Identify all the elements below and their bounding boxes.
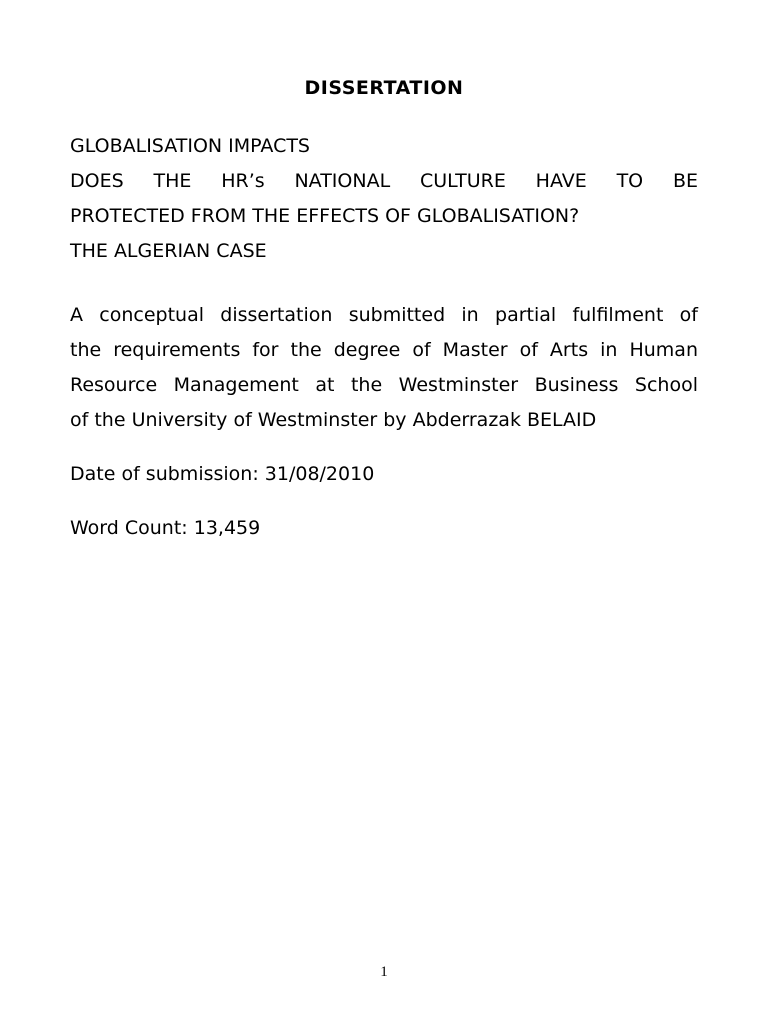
- title-line: DOES THE HR’s NATIONAL CULTURE HAVE TO BE: [70, 170, 698, 192]
- abstract-paragraph: [70, 298, 698, 438]
- abstract-line: A conceptual dissertation submitted in partial fulfilment of: [70, 304, 698, 326]
- title-line: PROTECTED FROM THE EFFECTS OF GLOBALISATION?: [70, 205, 580, 227]
- title-block: [70, 129, 698, 269]
- abstract-line: the requirements for the degree of Master of Arts in Human: [70, 339, 698, 361]
- page-number: 1: [380, 964, 388, 980]
- word-count: Word Count: 13,459: [70, 517, 261, 539]
- title-line: GLOBALISATION IMPACTS: [70, 135, 310, 157]
- title-line: THE ALGERIAN CASE: [70, 240, 267, 262]
- document-heading: DISSERTATION: [304, 77, 464, 99]
- abstract-line: Resource Management at the Westminster Business School: [70, 374, 698, 396]
- submission-date: Date of submission: 31/08/2010: [70, 463, 375, 485]
- abstract-line: of the University of Westminster by Abderrazak BELAID: [70, 409, 597, 431]
